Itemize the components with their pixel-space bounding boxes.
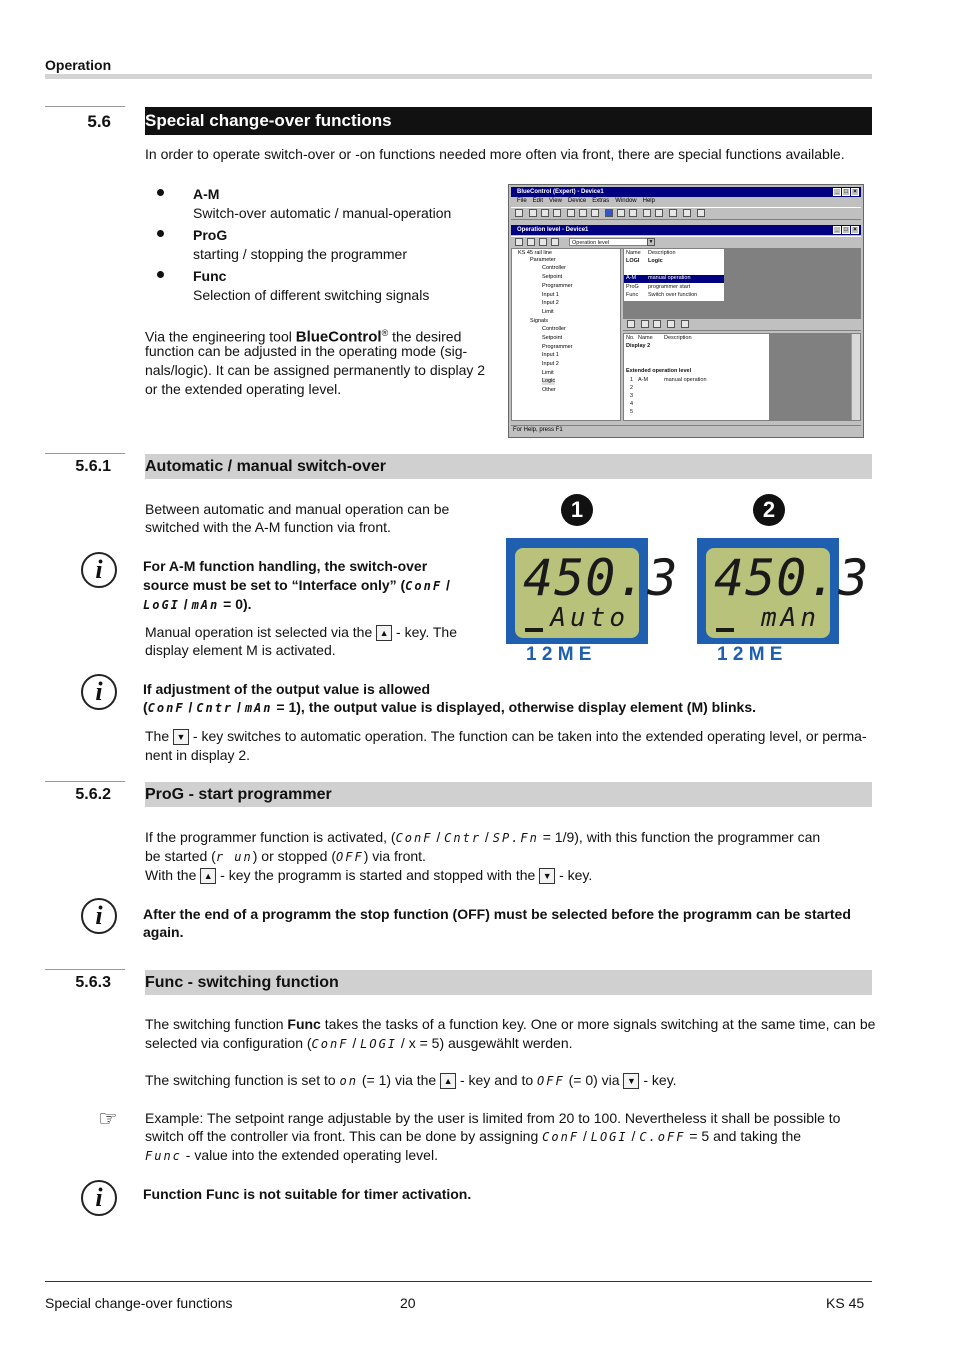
note-text: source must be set to “Interface only” (ConF / bbox=[143, 577, 450, 593]
toolbar-button-icon bbox=[529, 209, 537, 217]
table-cell: 2 bbox=[630, 385, 634, 391]
number-badge: 2 bbox=[753, 494, 785, 526]
tree-item: Input 2 bbox=[542, 361, 559, 367]
paragraph: The switching function Func takes the tasks of a function key. One or more signals switching at the same time, can be bbox=[145, 1016, 876, 1032]
note-text: Function Func is not suitable for timer activation. bbox=[143, 1186, 472, 1202]
toolbar-button-icon bbox=[669, 209, 677, 217]
display-keys-label: 1 2 M E bbox=[526, 644, 592, 665]
paragraph: The switching function is set to on (= 1) via the ▲ - key and to OFF (= 0) via ▼ - key. bbox=[145, 1072, 677, 1088]
via-text-line4: or the extended operating level. bbox=[145, 381, 342, 397]
info-icon: i bbox=[81, 1180, 117, 1216]
tree-item: Setpoint bbox=[542, 335, 563, 341]
toolbar-button-icon bbox=[541, 209, 549, 217]
toolbar-button-icon bbox=[629, 209, 637, 217]
arrow-down-icon bbox=[681, 320, 689, 328]
footer-product: KS 45 bbox=[826, 1295, 865, 1311]
bullet-desc: Switch-over automatic / manual-operation bbox=[193, 205, 452, 221]
lcd-value: 450.3 bbox=[714, 549, 870, 607]
toolbar-button-icon bbox=[627, 320, 635, 328]
maximize-icon: □ bbox=[842, 226, 850, 234]
lcd-display-manual bbox=[697, 538, 870, 644]
lcd-indicator bbox=[716, 628, 734, 632]
toolbar bbox=[511, 207, 861, 220]
table-cell: ProG bbox=[626, 284, 639, 290]
arrow-up-icon bbox=[667, 320, 675, 328]
minimize-icon: _ bbox=[833, 188, 841, 196]
up-key-icon: ▲ bbox=[440, 1073, 456, 1089]
via-text-line3: nals/logic). It can be assigned permanently to display 2 bbox=[145, 362, 486, 378]
table-cell: 4 bbox=[630, 401, 634, 407]
number-badge: 1 bbox=[561, 494, 593, 526]
section-number: 5.6.2 bbox=[75, 786, 111, 803]
tree-item: Input 1 bbox=[542, 352, 559, 358]
example-text: Example: The setpoint range adjustable by the user is limited from 20 to 100. Nevertheless it shall be possible to bbox=[145, 1110, 841, 1126]
table-cell: Extended operation level bbox=[626, 368, 692, 374]
running-header: Operation bbox=[45, 57, 112, 73]
table-cell: manual operation bbox=[664, 377, 707, 383]
paragraph: With the ▲ - key the programm is started and stopped with the ▼ - key. bbox=[145, 867, 593, 883]
info-icon: i bbox=[81, 552, 117, 588]
bullet-dot bbox=[157, 230, 164, 237]
toolbar-button-icon bbox=[527, 238, 535, 246]
section-rule bbox=[45, 106, 125, 107]
bullet-dot bbox=[157, 271, 164, 278]
up-key-icon: ▲ bbox=[376, 625, 392, 641]
toolbar-button-icon bbox=[551, 238, 559, 246]
paragraph: selected via configuration (ConF / LOGI / x = 5) ausgewählt werden. bbox=[145, 1035, 573, 1051]
down-key-icon: ▼ bbox=[539, 868, 555, 884]
toolbar-button-icon bbox=[539, 238, 547, 246]
via-text-line2: function can be adjusted in the operating mode (sig- bbox=[145, 343, 468, 359]
table-header: Description bbox=[664, 335, 692, 341]
toolbar-button-icon bbox=[591, 209, 599, 217]
subsection-title: Automatic / manual switch-over bbox=[145, 454, 872, 479]
lcd-display-auto bbox=[506, 538, 679, 644]
tree-item: Limit bbox=[542, 309, 554, 315]
note-text: again. bbox=[143, 924, 184, 940]
bottom-table bbox=[623, 333, 861, 421]
info-icon: i bbox=[81, 898, 117, 934]
mid-toolbar bbox=[623, 318, 861, 331]
lcd-mode: mAn bbox=[761, 603, 820, 633]
tree-item: KS 45 rail line bbox=[518, 250, 552, 256]
header-rule bbox=[45, 74, 872, 79]
child-window-titlebar: Operation level - Device1 _ □ × bbox=[511, 225, 861, 235]
tree-item: Input 2 bbox=[542, 300, 559, 306]
section-number: 5.6.3 bbox=[75, 974, 111, 991]
example-text: Func - value into the extended operating level. bbox=[145, 1147, 438, 1163]
toolbar-button-icon bbox=[683, 209, 691, 217]
table-cell: manual operation bbox=[648, 275, 691, 281]
table-cell: Display 2 bbox=[626, 343, 651, 349]
info-icon: i bbox=[81, 674, 117, 710]
paragraph: The ▼ - key switches to automatic operation. The function can be taken into the extended operating level, or perma- bbox=[145, 728, 867, 744]
table-cell: Func bbox=[626, 292, 639, 298]
display-keys-label: 1 2 M E bbox=[717, 644, 783, 665]
close-icon: × bbox=[851, 188, 859, 196]
tree-item: Programmer bbox=[542, 344, 573, 350]
bluecontrol-screenshot bbox=[508, 184, 864, 438]
tree-item: Controller bbox=[542, 265, 566, 271]
info-tool-icon bbox=[605, 209, 613, 217]
delete-icon bbox=[653, 320, 661, 328]
menu-bar: File Edit View Device Extras Window Help bbox=[517, 198, 655, 204]
example-text: switch off the controller via front. This can be done by assigning ConF / LOGI / C.oFF = 5 and taking the bbox=[145, 1128, 802, 1144]
paragraph: If the programmer function is activated, (ConF / Cntr / SP.Fn = 1/9), with this function the programmer can bbox=[145, 829, 821, 845]
tree-item-selected: Logic bbox=[542, 378, 556, 384]
bullet-desc: Selection of different switching signals bbox=[193, 287, 430, 303]
bullet-desc: starting / stopping the programmer bbox=[193, 246, 407, 262]
footer-title: Special change-over functions bbox=[45, 1295, 233, 1311]
toolbar-button-icon bbox=[515, 238, 523, 246]
scrollbar bbox=[851, 334, 860, 420]
table-cell: 5 bbox=[630, 409, 634, 415]
page-number: 20 bbox=[400, 1295, 416, 1311]
table-cell: 1 bbox=[630, 377, 634, 383]
paragraph: be started (r un) or stopped (OFF) via front. bbox=[145, 848, 426, 864]
toolbar-button-icon bbox=[641, 320, 649, 328]
table-cell: LOGI bbox=[626, 258, 640, 264]
lcd-mode: Auto bbox=[550, 603, 629, 633]
paragraph: Manual operation ist selected via the ▲ - key. The bbox=[145, 624, 457, 640]
close-icon: × bbox=[851, 226, 859, 234]
footer-rule bbox=[45, 1281, 872, 1282]
down-key-icon: ▼ bbox=[623, 1073, 639, 1089]
toolbar-button-icon bbox=[567, 209, 575, 217]
toolbar-button-icon bbox=[655, 209, 663, 217]
tree-item: Input 1 bbox=[542, 292, 559, 298]
up-key-icon: ▲ bbox=[200, 868, 216, 884]
table-header: Name bbox=[626, 250, 641, 256]
tree-item: Signals bbox=[530, 318, 549, 324]
table-cell: A-M bbox=[626, 275, 637, 281]
table-header: Description bbox=[648, 250, 676, 256]
tree-item: Programmer bbox=[542, 283, 573, 289]
tree-item: Controller bbox=[542, 326, 566, 332]
toolbar-button-icon bbox=[553, 209, 561, 217]
down-key-icon: ▼ bbox=[173, 729, 189, 745]
table-cell: A-M bbox=[638, 377, 649, 383]
lcd-indicator bbox=[525, 628, 543, 632]
signal-table bbox=[623, 248, 725, 302]
note-text: (ConF / Cntr / mAn = 1), the output value is displayed, otherwise display element (M) blinks. bbox=[143, 699, 757, 715]
maximize-icon: □ bbox=[842, 188, 850, 196]
note-text: If adjustment of the output value is allowed bbox=[143, 681, 431, 697]
tool-name: BlueControl bbox=[295, 328, 382, 346]
toolbar-button-icon bbox=[643, 209, 651, 217]
pointing-hand-icon: ☞ bbox=[98, 1106, 118, 1131]
table-cell: programmer start bbox=[648, 284, 691, 290]
subsection-title: Func - switching function bbox=[145, 970, 872, 995]
table-header: No. bbox=[626, 335, 635, 341]
paragraph: Between automatic and manual operation can be bbox=[145, 501, 450, 517]
paragraph: nent in display 2. bbox=[145, 747, 251, 763]
note-text: LoGI / mAn = 0). bbox=[143, 596, 252, 612]
paragraph: switched with the A-M function via front. bbox=[145, 519, 391, 535]
tree-pane bbox=[511, 248, 621, 421]
section-number: 5.6.1 bbox=[75, 458, 111, 475]
bullet-term: ProG bbox=[193, 227, 228, 243]
status-bar: For Help, press F1 bbox=[511, 425, 861, 435]
tree-item: Parameter bbox=[530, 257, 556, 263]
bullet-dot bbox=[157, 189, 164, 196]
app-titlebar: BlueControl (Expert) - Device1 _ □ × bbox=[511, 187, 861, 197]
via-text-line1: Via the engineering tool BlueControl® the desired bbox=[145, 328, 462, 346]
empty-area bbox=[769, 334, 853, 420]
table-cell: Switch over function bbox=[648, 292, 698, 298]
toolbar-button-icon bbox=[515, 209, 523, 217]
toolbar-button-icon bbox=[579, 209, 587, 217]
section-number: 5.6 bbox=[87, 112, 111, 131]
intro-text: In order to operate switch-over or -on functions needed more often via front, there are special functions available. bbox=[145, 146, 845, 162]
subsection-title: ProG - start programmer bbox=[145, 782, 872, 807]
tree-item: Limit bbox=[542, 370, 554, 376]
section-title: Special change-over functions bbox=[145, 111, 392, 130]
toolbar-button-icon bbox=[617, 209, 625, 217]
chevron-down-icon: ▼ bbox=[648, 239, 654, 245]
level-dropdown: Operation level bbox=[569, 238, 655, 246]
lcd-value: 450.3 bbox=[523, 549, 679, 607]
table-cell: Logic bbox=[648, 258, 663, 264]
tree-item: Setpoint bbox=[542, 274, 563, 280]
minimize-icon: _ bbox=[833, 226, 841, 234]
help-tool-icon bbox=[697, 209, 705, 217]
table-header: Name bbox=[638, 335, 653, 341]
bullet-term: A-M bbox=[193, 186, 220, 202]
section-title-bar bbox=[145, 107, 872, 135]
tree-item: Other bbox=[542, 387, 556, 393]
note-text: For A-M function handling, the switch-over bbox=[143, 558, 428, 574]
note-text: After the end of a programm the stop function (OFF) must be selected before the programm can be started bbox=[143, 906, 851, 922]
bullet-term: Func bbox=[193, 268, 227, 284]
table-cell: 3 bbox=[630, 393, 634, 399]
paragraph: display element M is activated. bbox=[145, 642, 336, 658]
